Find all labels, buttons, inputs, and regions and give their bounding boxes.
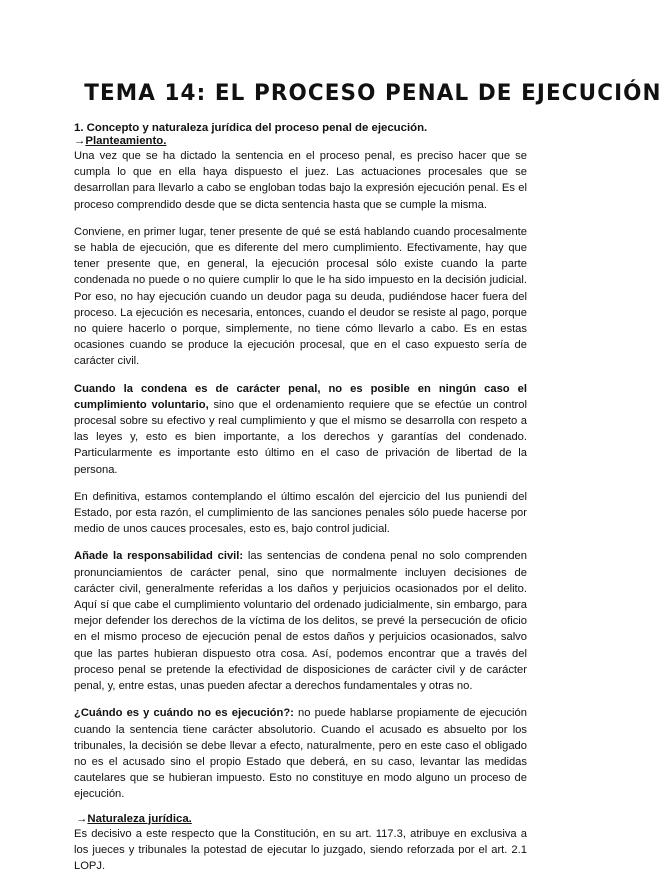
- subheading-label: Planteamiento.: [85, 135, 167, 147]
- document-page: [74, 80, 662, 874]
- paragraph-6: [74, 705, 527, 802]
- paragraph-2: Conviene, en primer lugar, tener presente de qué se está hablando cuando procesalmente se habla de ejecución, que es diferente del mero cumplimiento. Efectivamente, hay que tener presente que, en general, la ejecución procesal sólo existe cuando la parte condenada no puede o no quiere cumplir lo que le ha sido impuesto en la decisión judicial. Por eso, no hay ejecución cuando un deudor paga su deuda, pudiéndose hacer fuera del proceso. La ejecución es necesaria, entonces, cuando el deudor se resiste al pago, porque no quiere hacerlo o porque, simplemente, no tiene cómo llevarlo a cabo. Es en estas ocasiones cuando se produce la ejecución procesal, que en el caso expuesto sería de carácter civil.: [74, 225, 527, 368]
- paragraph-6-text: no puede hablarse propiamente de ejecución cuando la sentencia tiene carácter absolutorio. Cuando el acusado es absuelto por los tribunales, la decisión se debe llevar a efecto, naturalmente, pero en este caso el obligado no es el acusado sino el propio Estado que deberá, en su caso, levantar las medidas cautelares que se hubieran impuesto. Esto no constituye en modo alguno un proceso de ejecución.: [74, 707, 527, 801]
- paragraph-3-text: sino que el ordenamiento requiere que se efectúe un control procesal sobre su efectivo y real cumplimiento y que el mismo se desarrolla con respeto a las leyes y, esto es bien importante, a los derechos y garantías del condenado. Particularmente es importante esto último en el caso de privación de libertad de la persona.: [74, 398, 527, 476]
- paragraph-6-bold: ¿Cuándo es y cuándo no es ejecución?:: [74, 707, 294, 720]
- paragraph-naturaleza: Es decisivo a este respecto que la Constitución, en su art. 117.3, atribuye en exclusiva a los jueces y tribunales la potestad de ejecutar lo juzgado, siendo reforzada por el art. 2.1 LOPJ.: [74, 827, 527, 872]
- paragraph-4: En definitiva, estamos contemplando el último escalón del ejercicio del Ius puniendi del Estado, por esta razón, el cumplimiento de las sanciones penales sólo puede hacerse por medio de unos cauces procesales, esto es, bajo control judicial.: [74, 490, 527, 536]
- subheading-planteamiento: [74, 135, 527, 148]
- paragraph-1: Una vez que se ha dictado la sentencia en el proceso penal, es preciso hacer que se cumpla lo que en ella haya dispuesto el juez. Las actuaciones procesales que se desarrollan para llevarlo a cabo se engloban todas bajo la expresión ejecución penal. Es el proceso comprendido desde que se dicta sentencia hasta que se cumple la misma.: [74, 150, 527, 211]
- paragraph-5-bold: Añade la responsabilidad civil:: [74, 550, 244, 563]
- section-heading-concepto: 1. Concepto y naturaleza jurídica del proceso penal de ejecución.: [74, 122, 428, 134]
- arrow-icon: →: [74, 135, 86, 147]
- arrow-icon: →: [76, 812, 88, 825]
- subheading-naturaleza: [74, 813, 527, 826]
- subheading-label: Naturaleza jurídica.: [87, 812, 192, 825]
- page-title: TEMA 14: EL PROCESO PENAL DE EJECUCIÓN: [84, 80, 662, 106]
- paragraph-5: [74, 548, 527, 694]
- paragraph-3-bold: Cuando la condena es de carácter penal, no es posible en ningún caso el cumplimiento voluntario,: [74, 382, 527, 411]
- paragraph-5-text: las sentencias de condena penal no solo comprenden pronunciamientos de carácter penal, sino que normalmente incluyen decisiones de carácter civil, generalmente referidas a los daños y perjuicios ocasionados por el delito. Aquí sí que cabe el cumplimiento voluntario del ordenado judicialmente, sin embargo, para mejor defender los derechos de la víctima de los delitos, se prevé la persecución de oficio en el mismo proceso de ejecución penal de estos daños y perjuicios ocasionados, salvo que las partes hubieran dispuesto otra cosa. Así, podemos encontrar que a través del proceso penal se pretende la efectividad de disposiciones de carácter civil y de carácter penal, y, entre estas, unas pueden afectar a derechos fundamentales y otras no.: [74, 550, 527, 693]
- paragraph-3: [74, 381, 527, 478]
